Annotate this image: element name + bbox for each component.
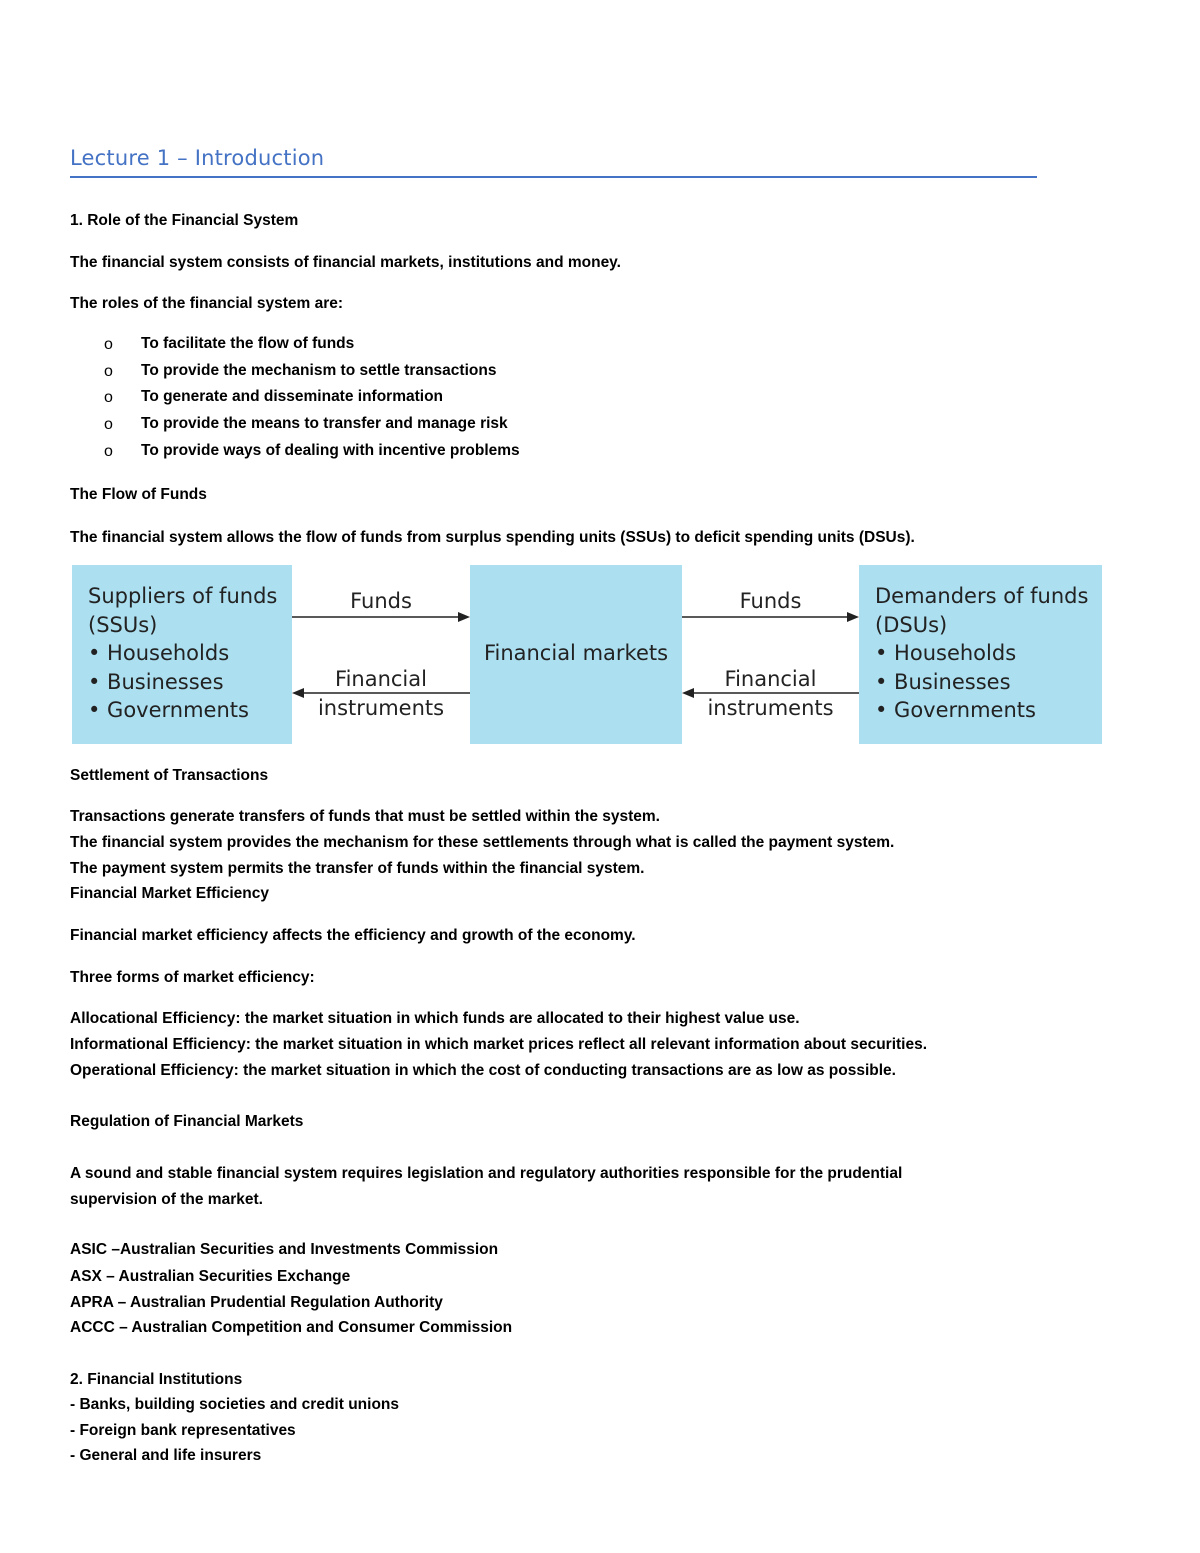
suppliers-item: • Households xyxy=(88,641,230,665)
regulator-item: ACCC – Australian Competition and Consumer Commission xyxy=(70,1319,513,1336)
regulation-paragraph-line: supervision of the market. xyxy=(70,1191,263,1208)
funds-label-left: Funds xyxy=(350,589,412,613)
regulation-paragraph-line: A sound and stable financial system requires legislation and regulatory authorities responsible for the prudential xyxy=(70,1165,903,1182)
suppliers-item: • Governments xyxy=(88,698,249,722)
heading-underline xyxy=(70,176,1037,178)
bullet-marker: o xyxy=(104,416,113,434)
efficiency-forms-intro: Three forms of market efficiency: xyxy=(70,969,315,986)
settlement-line: The financial system provides the mechanism for these settlements through what is called the payment system. xyxy=(70,834,895,851)
paragraph-financial-system: The financial system consists of financial markets, institutions and money. xyxy=(70,254,621,271)
bullet-marker: o xyxy=(104,389,113,407)
demanders-item: • Businesses xyxy=(875,669,1011,694)
efficiency-form: Allocational Efficiency: the market situation in which funds are allocated to their highest value use. xyxy=(70,1010,800,1027)
institution-item: - General and life insurers xyxy=(70,1447,262,1464)
paragraph-roles-intro: The roles of the financial system are: xyxy=(70,295,344,312)
instruments-label-left: Financial instruments xyxy=(317,667,445,720)
efficiency-form: Operational Efficiency: the market situation in which the cost of conducting transactions are as low as possible. xyxy=(70,1062,896,1079)
efficiency-paragraph: Financial market efficiency affects the efficiency and growth of the economy. xyxy=(70,927,636,944)
flow-of-funds-title: The Flow of Funds xyxy=(70,486,207,503)
bullet-marker: o xyxy=(104,362,113,380)
flow-of-funds-diagram xyxy=(72,565,1102,745)
instruments-label-right: Financial instruments xyxy=(707,667,834,720)
regulator-item: ASIC –Australian Securities and Investments Commission xyxy=(70,1241,499,1258)
regulator-item: APRA – Australian Prudential Regulation Authority xyxy=(70,1294,443,1311)
institution-item: - Foreign bank representatives xyxy=(70,1422,296,1439)
flow-of-funds-text: The financial system allows the flow of funds from surplus spending units (SSUs) to deficit spending units (DSUs). xyxy=(70,529,915,546)
demanders-item: • Households xyxy=(875,641,1017,665)
bullet-marker: o xyxy=(104,336,113,353)
regulator-item: ASX – Australian Securities Exchange xyxy=(70,1268,351,1285)
suppliers-item: • Businesses xyxy=(88,669,224,694)
efficiency-form: Informational Efficiency: the market situation in which market prices reflect all relevant information about securities. xyxy=(70,1036,928,1053)
suppliers-subtitle: (SSUs) xyxy=(88,612,158,637)
settlement-line: Transactions generate transfers of funds that must be settled within the system. xyxy=(70,808,660,825)
regulation-title: Regulation of Financial Markets xyxy=(70,1113,304,1130)
lecture-heading: Lecture 1 – Introduction xyxy=(70,146,325,170)
bullet-marker: o xyxy=(104,442,113,460)
settlement-title: Settlement of Transactions xyxy=(70,767,269,784)
section-1-title: 1. Role of the Financial System xyxy=(70,212,299,229)
demanders-title: Demanders of funds xyxy=(875,584,1089,608)
suppliers-title: Suppliers of funds xyxy=(88,584,278,608)
diagram-arrows xyxy=(72,565,1102,745)
funds-label-right: Funds xyxy=(739,589,802,613)
document-page: Lecture 1 – Introduction 1. Role of the Financial System The financial system consists of financial markets, institutions and money. The roles of the financial system are: o To facilitate the flow of funds o To provide the mechanism to settle transactions o To generate and disseminate information o To provide the means to transfer and manage risk o To provide ways of dealing with incentive problems The Flow of Funds The financial system allows the flow of funds from surplus spending units (SSUs) to deficit spending units (DSUs). Suppliers of funds (SSUs) • Households • Businesses • Governments Financial markets Demanders of funds (DSUs) • Households • Businesses • Governments Funds Funds Financial instruments Financial instruments Settlement of Transactions Transactions generate transfers of funds that must be settled within the system. The financial system provides the mechanism for these settlements through what is called the payment system. The payment system permits the transfer of funds within the financial system. Financial Market Efficiency Financial market efficiency affects the efficiency and growth of the economy. Three forms of market efficiency: Allocational Efficiency: the market situation in which funds are allocated to their highest value use. Informational Efficiency: the market situation in which market prices reflect all relevant information about securities. Operational Efficiency: the market situation in which the cost of conducting transactions are as low as possible. Regulation of Financial Markets A sound and stable financial system requires legislation and regulatory authorities responsible for the prudential supervision of the market. ASIC –Australian Securities and Investments Commission ASX – Australian Securities Exchange APRA – Australian Prudential Regulation Authority ACCC – Australian Competition and Consumer Commission 2. Financial Institutions - Banks, building societies and credit unions - Foreign bank representatives - General and life insurers xyxy=(0,0,1200,1553)
demanders-subtitle: (DSUs) xyxy=(875,612,948,637)
settlement-line: The payment system permits the transfer of funds within the financial system. xyxy=(70,860,645,877)
efficiency-title: Financial Market Efficiency xyxy=(70,885,269,902)
institution-item: - Banks, building societies and credit unions xyxy=(70,1396,399,1413)
section-2-title: 2. Financial Institutions xyxy=(70,1371,243,1388)
demanders-item: • Governments xyxy=(875,698,1036,722)
markets-label: Financial markets xyxy=(483,641,669,665)
